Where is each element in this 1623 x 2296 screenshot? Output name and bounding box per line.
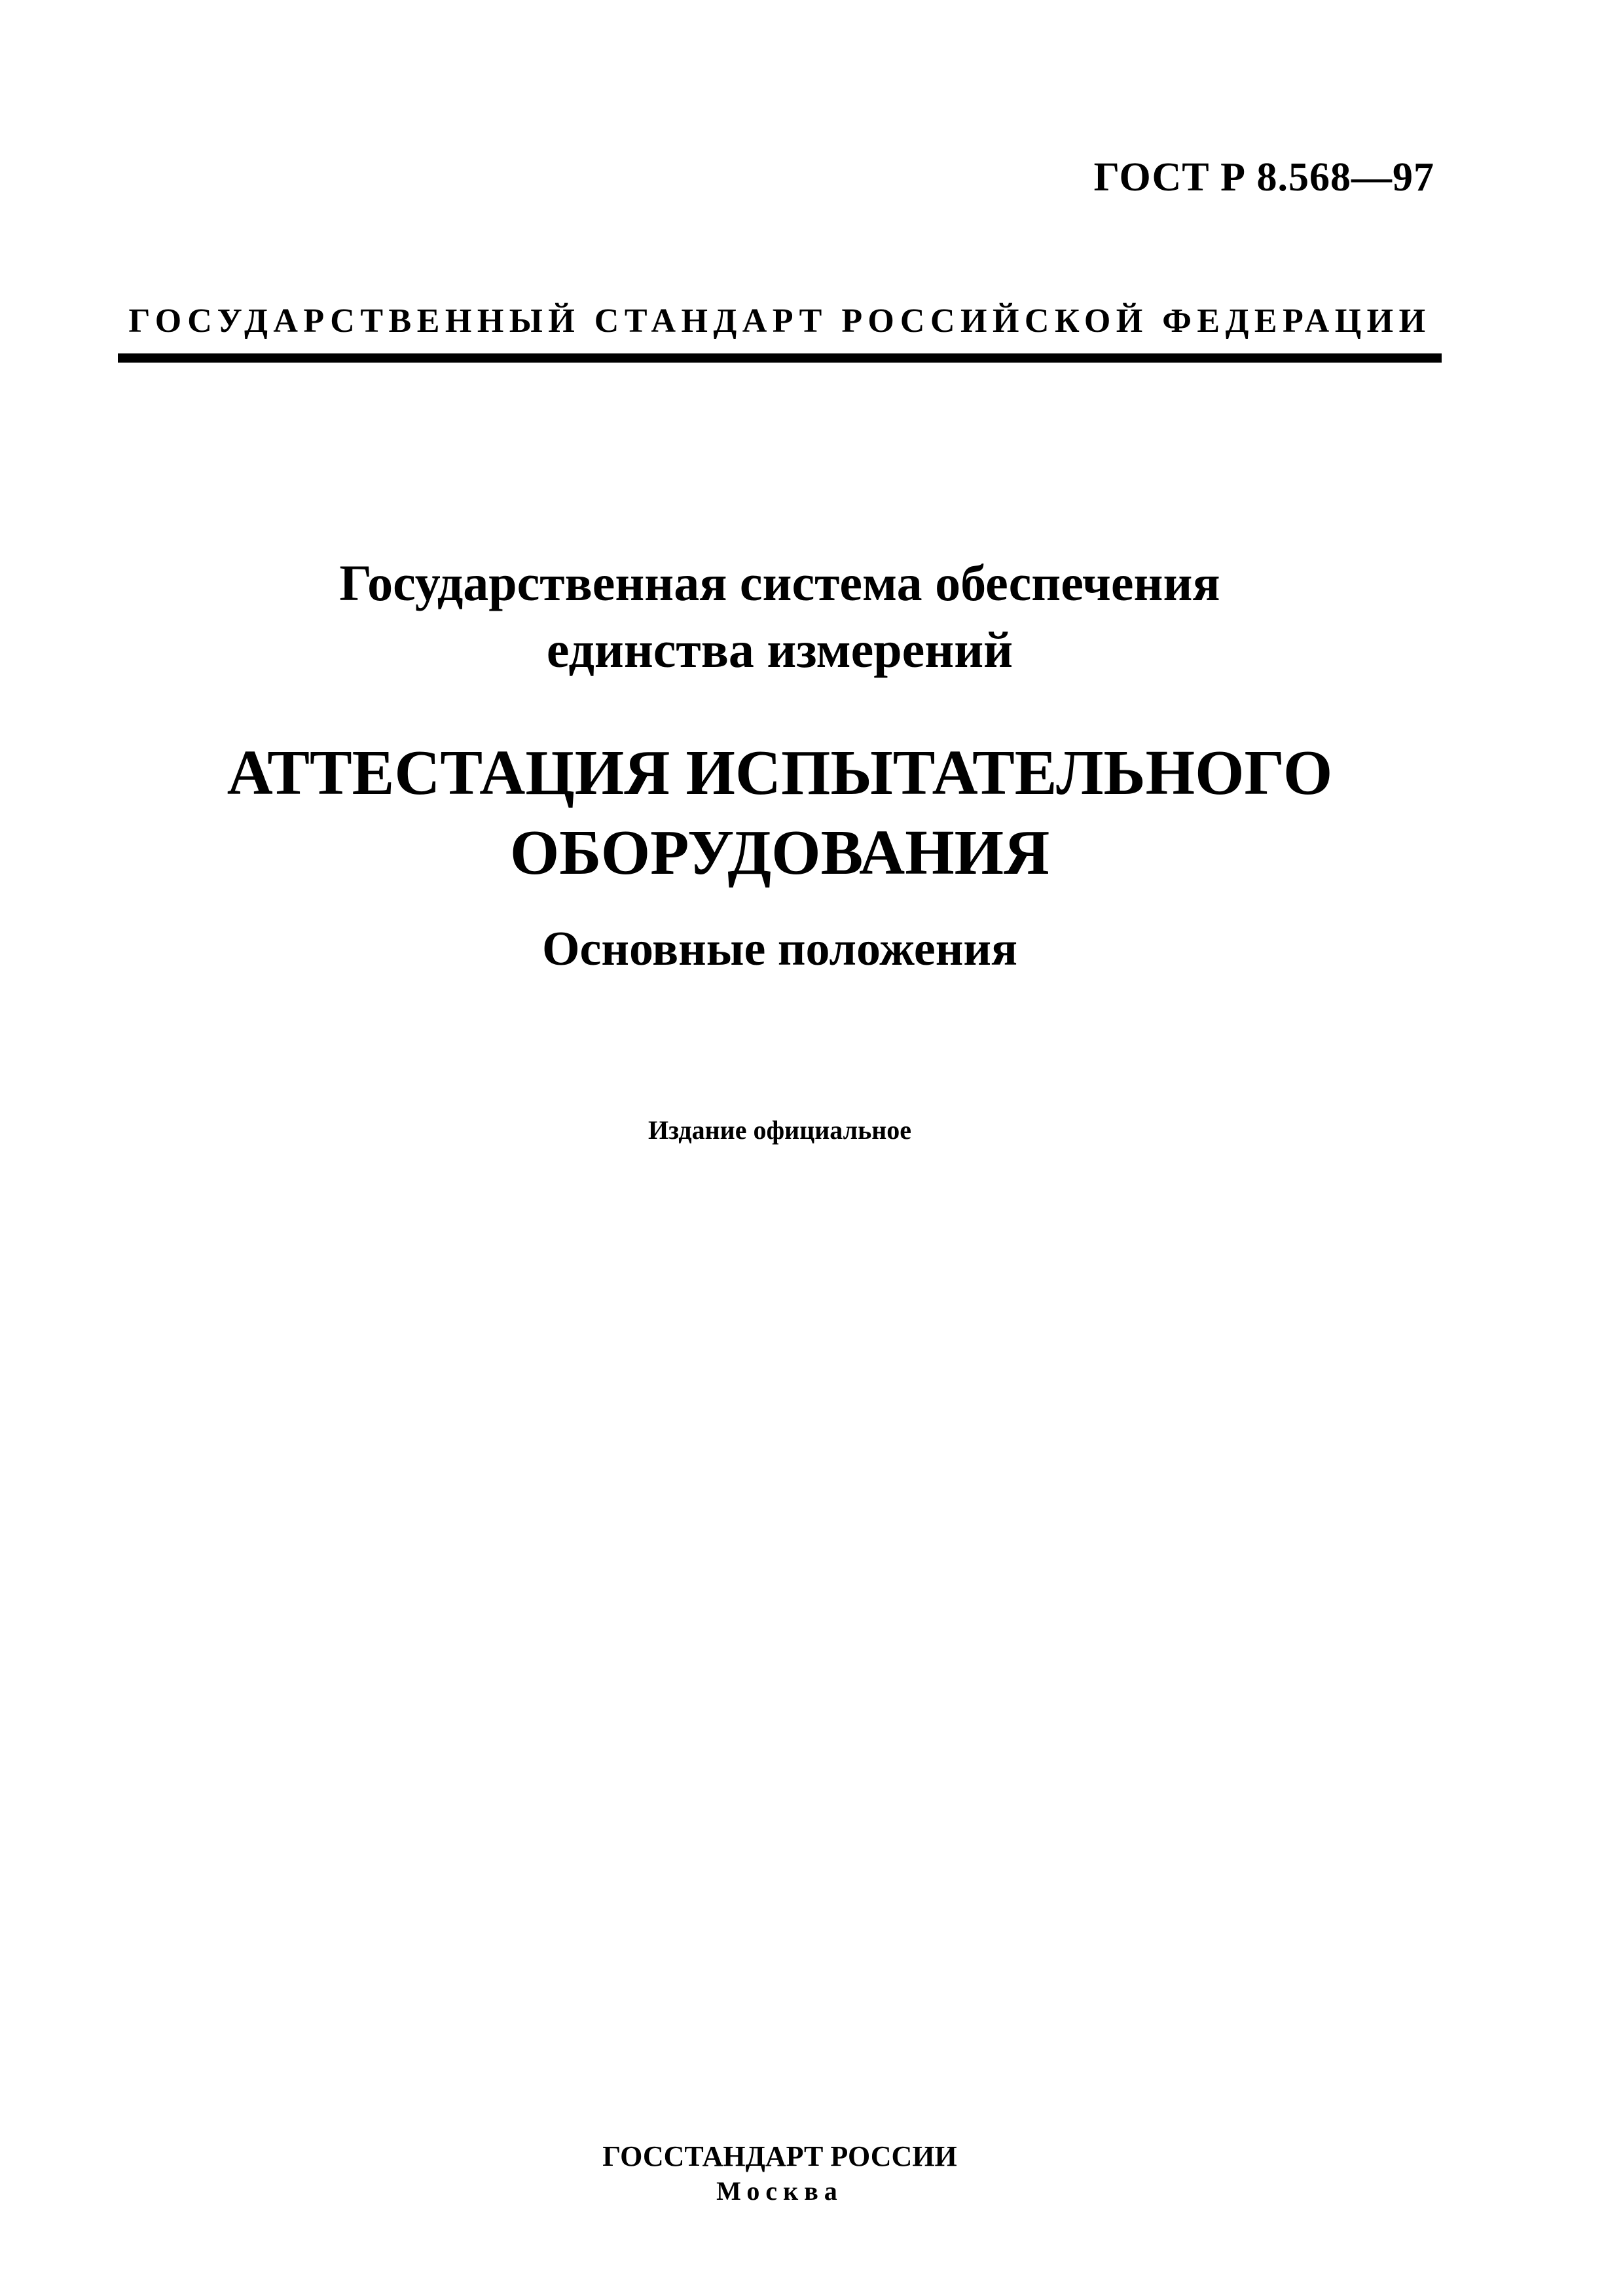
main-title-line-1: АТТЕСТАЦИЯ ИСПЫТАТЕЛЬНОГО: [227, 738, 1333, 808]
header-rule: [118, 353, 1442, 363]
system-title-line-1: Государственная система обеспечения: [339, 554, 1220, 611]
system-title-line-2: единства измерений: [546, 621, 1013, 678]
system-title: [118, 550, 1442, 683]
publisher: ГОССТАНДАРТ РОССИИ: [602, 2140, 957, 2172]
edition-note: Издание официальное: [647, 1115, 912, 1145]
standard-header: ГОСУДАРСТВЕННЫЙ СТАНДАРТ РОССИЙСКОЙ ФЕДЕРАЦИИ: [128, 302, 1431, 340]
subtitle: Основные положения: [541, 922, 1018, 976]
main-title: [118, 733, 1442, 893]
publication-city: Москва: [716, 2176, 843, 2206]
standard-designation: ГОСТ Р 8.568—97: [1093, 155, 1434, 200]
main-title-line-2: ОБОРУДОВАНИЯ: [509, 817, 1050, 888]
